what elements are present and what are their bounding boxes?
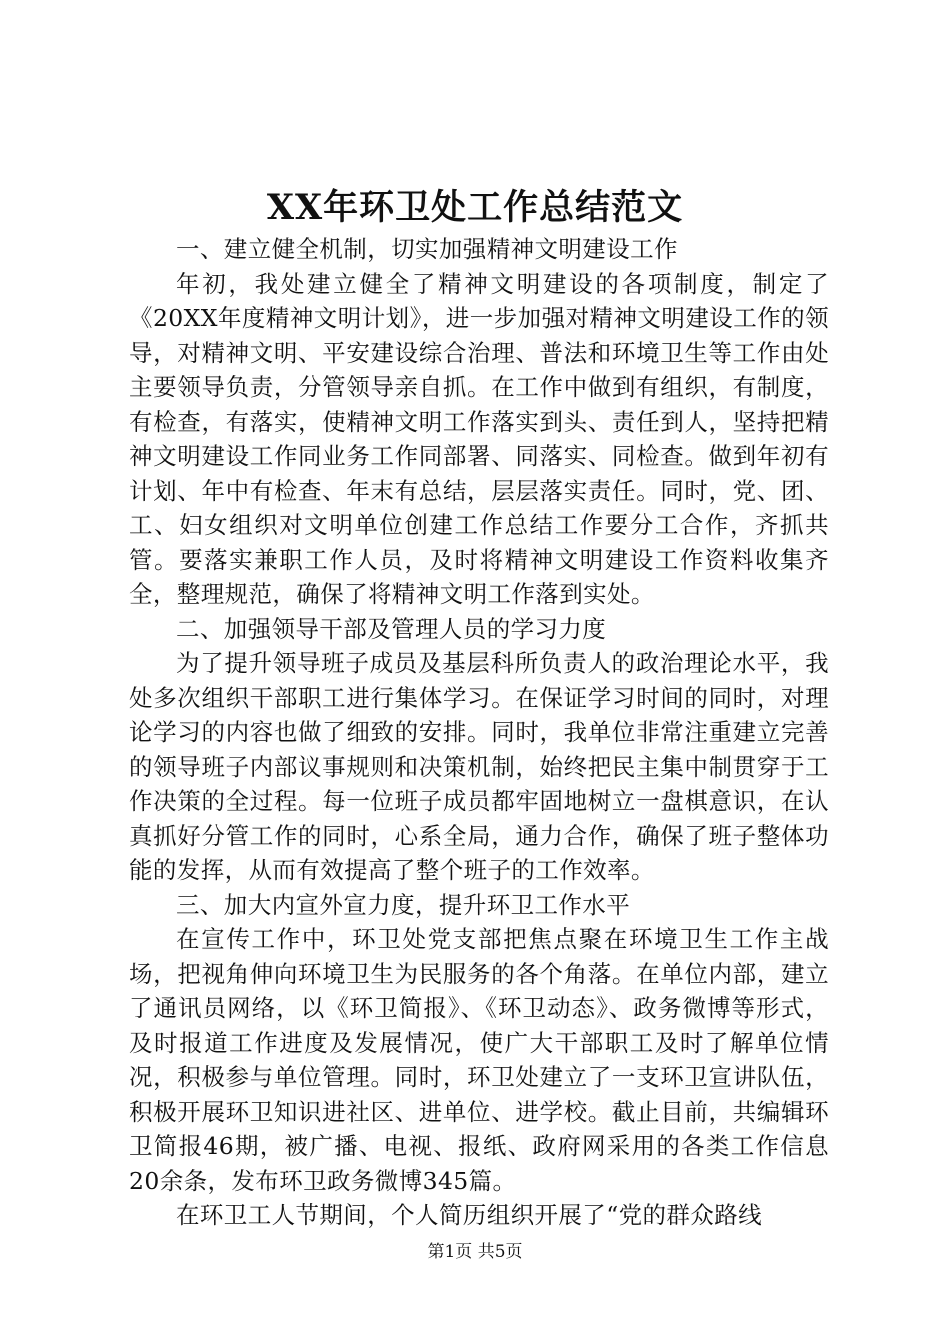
page-number-footer: 第1页 共5页	[427, 1242, 523, 1262]
section-heading-2: 二、加强领导干部及管理人员的学习力度	[176, 614, 607, 643]
paragraph-4: 在环卫工人节期间，个人简历组织开展了“党的群众路线	[176, 1201, 763, 1229]
paragraph-1: 年初，我处建立健全了精神文明建设的各项制度，制定了《20XX年度精神文明计划》，进一步加强对精神文明建设工作的领导，对精神文明、平安建设综合治理、普法和环境卫生等工作由处主要领导负责，分管领导亲自抓。在工作中做到有组织，有制度，有检查，有落实，使精神文明工作落实到头、责任到人，坚持把精神文明建设工作同业务工作同部署、同落实、同检查。做到年初有计划、年中有检查、年末有总结，层层落实责任。同时，党、团、工、妇女组织对文明单位创建工作总结工作要分工合作，齐抓共管。要落实兼职工作人员，及时将精神文明建设工作资料收集齐全，整理规范，确保了将精神文明工作落到实处。	[129, 269, 829, 608]
document-body	[129, 232, 829, 1233]
section-heading-1: 一、建立健全机制，切实加强精神文明建设工作	[176, 235, 678, 263]
section-heading-3: 三、加大内宣外宣力度，提升环卫工作水平	[176, 890, 631, 919]
paragraph-2: 为了提升领导班子成员及基层科所负责人的政治理论水平，我处多次组织干部职工进行集体学习。在保证学习时间的同时，对理论学习的内容也做了细致的安排。同时，我单位非常注重建立完善的领导班子内部议事规则和决策机制，始终把民主集中制贯穿于工作决策的全过程。每一位班子成员都牢固地树立一盘棋意识，在认真抓好分管工作的同时，心系全局，通力合作，确保了班子整体功能的发挥，从而有效提高了整个班子的工作效率。	[129, 649, 829, 884]
document-title: XX年环卫处工作总结范文	[266, 187, 684, 228]
paragraph-3: 在宣传工作中，环卫处党支部把焦点聚在环境卫生工作主战场，把视角伸向环境卫生为民服务的各个角落。在单位内部，建立了通讯员网络，以《环卫简报》、《环卫动态》、政务微博等形式，及时报道工作进度及发展情况，使广大干部职工及时了解单位情况，积极参与单位管理。同时，环卫处建立了一支环卫宣讲队伍，积极开展环卫知识进社区、进单位、进学校。截止目前，共编辑环卫简报46期，被广播、电视、报纸、政府网采用的各类工作信息20余条，发布环卫政务微博345篇。	[129, 925, 829, 1195]
